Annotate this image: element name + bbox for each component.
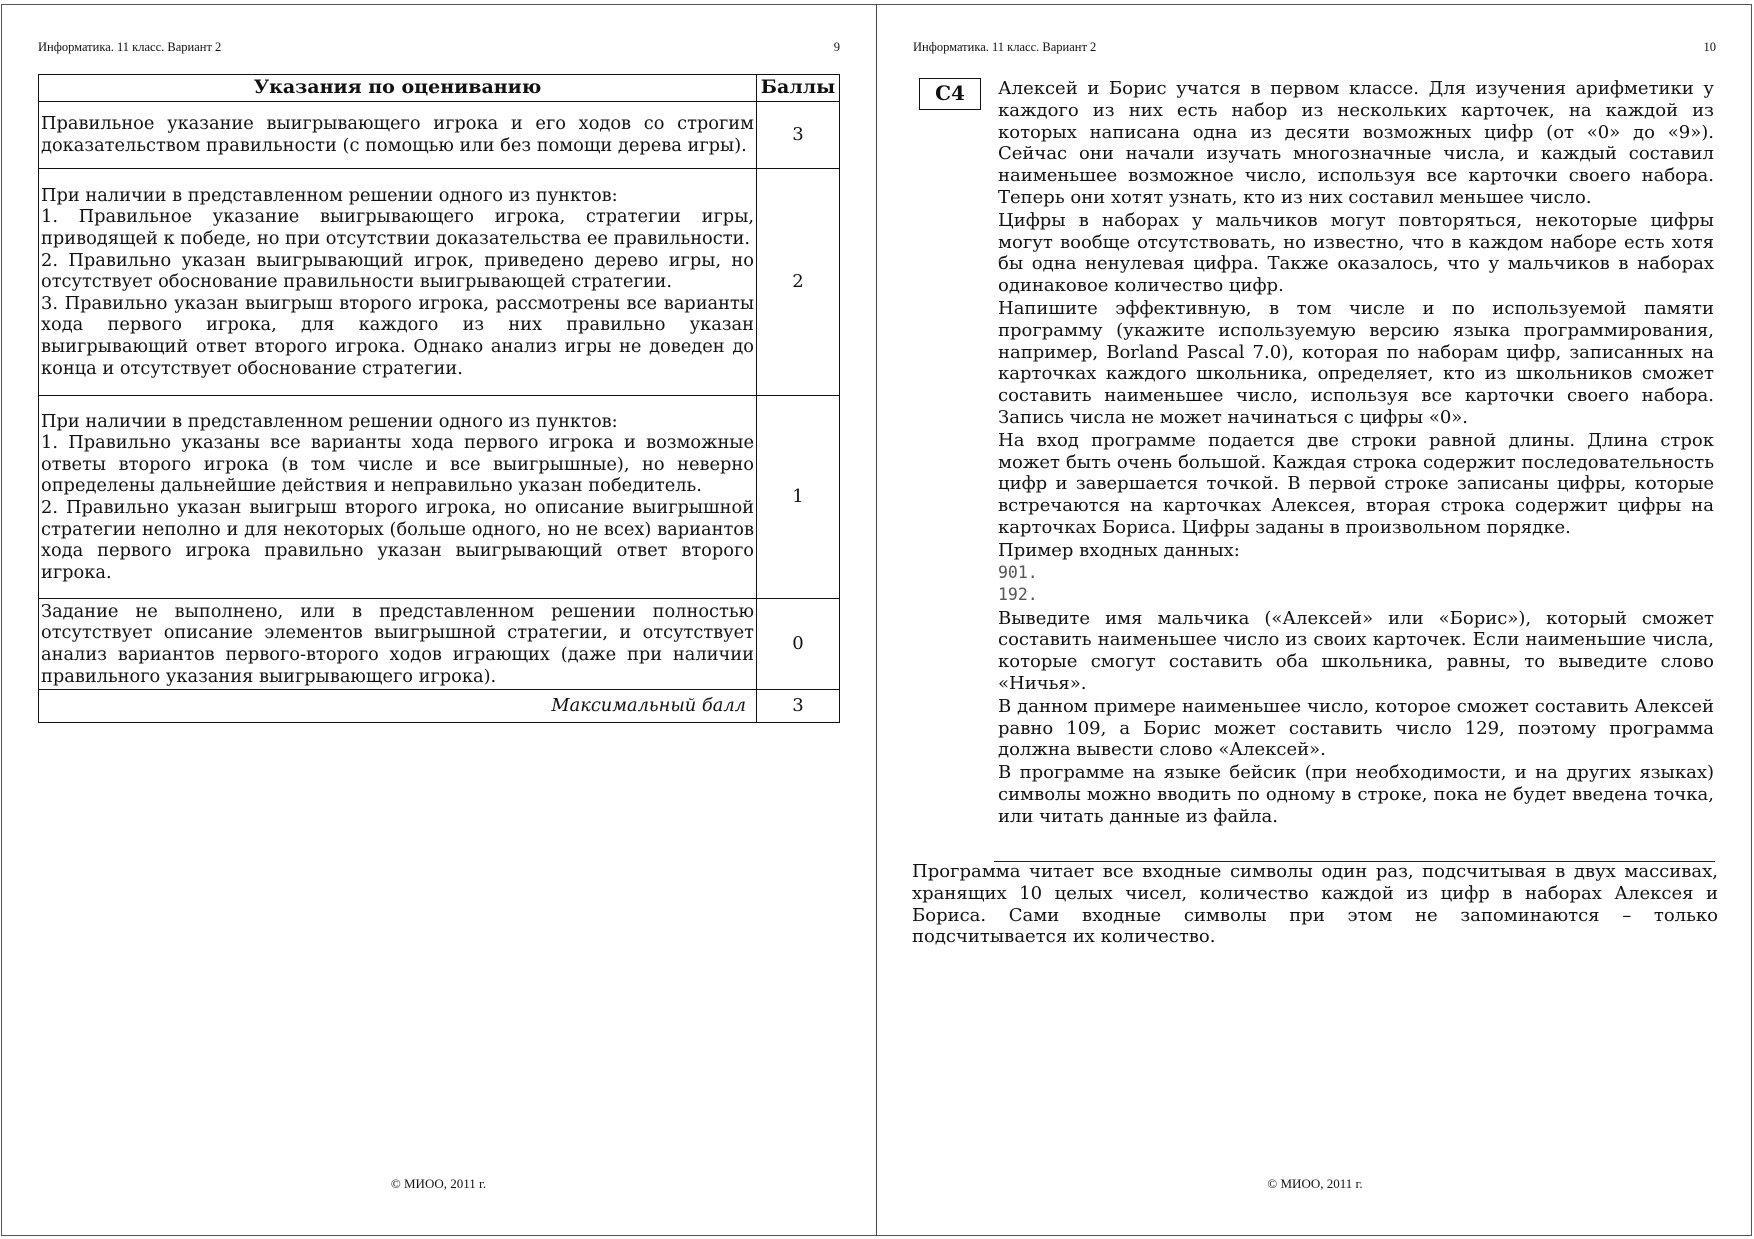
table-header-row [39, 75, 840, 102]
example-line: 901. [998, 562, 1038, 582]
table-row [39, 396, 840, 599]
table-row [39, 599, 840, 690]
task-paragraph: Выведите имя мальчика («Алексей» или «Борис»), который сможет составить наименьшее число из своих карточек. Если наименьшие числа, которые смогут составить оба школьника, равны, то выведите слово «Ничья». [998, 607, 1714, 694]
total-points: 3 [757, 690, 840, 723]
criteria-text: При наличии в представленном решении одного из пунктов: [41, 410, 618, 432]
task-paragraph: В программе на языке бейсик (при необходимости, и на других языках) символы можно вводить по одному в строке, пока не будет введена точка, или читать данные из файла. [998, 762, 1714, 827]
left-page [1, 4, 876, 1236]
example-label: Пример входных данных: [998, 539, 1240, 561]
page-number: 10 [1703, 40, 1716, 54]
criteria-cell [39, 396, 757, 599]
task-label-badge: С4 [919, 78, 981, 110]
criteria-text: При наличии в представленном решении одного из пунктов: [41, 184, 618, 206]
criteria-text: 1. Правильное указание выигрывающего игрока, стратегии игры, приводящей к победе, но при отсутствии доказательства ее правильности. [41, 206, 754, 250]
task-paragraph: В данном примере наименьшее число, которое сможет составить Алексей равно 109, а Борис может составить число 129, поэтому программа должна вывести слово «Алексей». [998, 695, 1714, 761]
points-cell: 2 [757, 169, 840, 396]
total-row [39, 690, 840, 723]
criteria-text: 2. Правильно указан выигрывающий игрок, приведено дерево игры, но отсутствует обоснование правильности выигрывающей стратегии. [41, 249, 754, 293]
criteria-cell [39, 599, 757, 690]
example-line: 192. [998, 584, 1038, 604]
points-cell: 1 [757, 396, 840, 599]
points-header: Баллы [757, 75, 840, 102]
criteria-text: 3. Правильно указан выигрыш второго игрока, рассмотрены все варианты хода первого игрока, для каждого из них правильно указан выигрывающий ответ второго игрока. Однако анализ игры не доведен до конца и отсутствует обоснование стратегии. [41, 292, 754, 379]
criteria-text: Правильное указание выигрывающего игрока и его ходов со строгим доказательством правильности (с помощью или без помощи дерева игры). [41, 113, 754, 156]
left-page-header [38, 40, 840, 55]
task-paragraph: На вход программе подается две строки равной длины. Длина строк может быть очень большой. Каждая строка содержит последовательность цифр и завершается точкой. В первой строке записаны цифры, которые встречаются на карточках Алексея, вторая строка содержит цифры на карточках Бориса. Цифры заданы в произвольном порядке. [998, 429, 1714, 538]
total-label: Максимальный балл [39, 690, 757, 723]
left-page-footer: © МИОО, 2011 г. [390, 1176, 487, 1191]
header-title: Информатика. 11 класс. Вариант 2 [913, 40, 1097, 54]
table-row [39, 102, 840, 169]
solution-description: Программа читает все входные символы один раз, подсчитывая в двух массивах, хранящих 10 целых чисел, количество каждой из цифр в наборах Алексея и Бориса. Сами входные символы при этом не запоминаются – только подсчитывается их количество. [912, 861, 1718, 948]
points-cell: 0 [757, 599, 840, 690]
criteria-text: 1. Правильно указаны все варианты хода первого игрока и возможные ответы второго игрока (в том числе и все выигрышные), но неверно определены дальнейшие действия и неправильно указан победитель. [41, 432, 754, 497]
criteria-text: 2. Правильно указан выигрыш второго игрока, но описание выигрышной стратегии неполно и для некоторых (больше одного, но не всех) вариантов хода первого игрока правильно указан выигрывающий ответ второго игрока. [41, 497, 754, 583]
criteria-cell [39, 102, 757, 169]
task-statement [998, 78, 1714, 829]
criteria-header: Указания по оцениванию [39, 75, 757, 102]
task-paragraph: Напишите эффективную, в том числе и по используемой памяти программу (укажите используемую версию языка программирования, например, Borland Pascal 7.0), которая по наборам цифр, записанных на карточках каждого школьника, определяет, кто из школьников сможет составить наименьшее число, используя все карточки своего набора. Запись числа не может начинаться с цифры «0». [998, 297, 1714, 428]
table-row [39, 169, 840, 396]
page-number: 9 [833, 40, 840, 54]
right-page-header [913, 40, 1716, 55]
right-page [877, 4, 1753, 1236]
header-title: Информатика. 11 класс. Вариант 2 [38, 40, 222, 54]
right-page-footer: © МИОО, 2011 г. [1267, 1176, 1363, 1191]
task-paragraph: Алексей и Борис учатся в первом классе. Для изучения арифметики у каждого из них есть набор из нескольких карточек, на каждой из которых написана одна из десяти возможных цифр (от «0» до «9»). Сейчас они начали изучать многозначные числа, и каждый составил наименьшее возможное число, используя все карточки своего набора. Теперь они хотят узнать, кто из них составил меньшее число. [998, 78, 1714, 208]
criteria-text: Задание не выполнено, или в представленном решении полностью отсутствует описание элементов выигрышной стратегии, и отсутствует анализ вариантов первого-второго ходов играющих (даже при наличии правильного указания выигрывающего игрока). [41, 600, 754, 687]
grading-table [38, 74, 840, 723]
task-paragraph: Цифры в наборах у мальчиков могут повторяться, некоторые цифры могут вообще отсутствовать, но известно, что в каждом наборе есть хотя бы одна ненулевая цифра. Также оказалось, что у мальчиков в наборах одинаковое количество цифр. [998, 209, 1714, 297]
criteria-cell [39, 169, 757, 396]
points-cell: 3 [757, 102, 840, 169]
